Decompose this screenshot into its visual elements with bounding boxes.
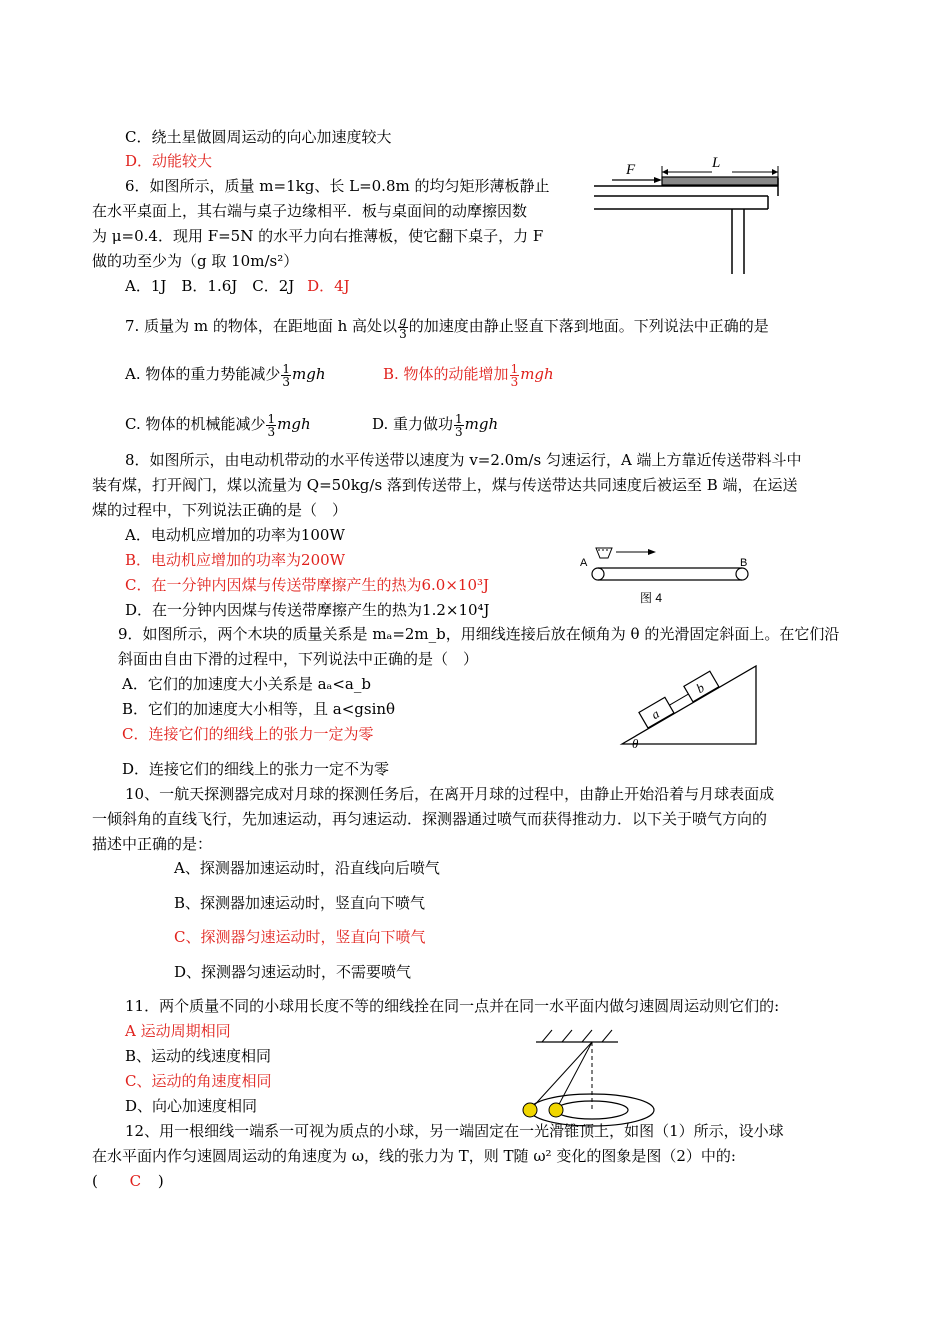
q8-option-c-answer: C．在一分钟内因煤与传送带摩擦产生的热为6.0×10³J [125, 576, 490, 594]
q7-b-num: 1 [510, 361, 519, 376]
q7-stem [125, 306, 769, 346]
q11-option-d: D、向心加速度相同 [125, 1097, 258, 1115]
q6-answer-d: D．4J [307, 277, 350, 295]
q9-line-2: 斜面由自由下滑的过程中，下列说法中正确的是（ ） [118, 650, 479, 668]
q8-fig-end-a: A [580, 557, 588, 569]
q12-answer: C [129, 1172, 142, 1190]
q11-option-b: B、运动的线速度相同 [125, 1047, 272, 1065]
q7-a-num: 1 [282, 361, 291, 376]
q7-option-d-text: D. 重力做功 [372, 415, 454, 433]
q10-option-b: B、探测器加速运动时，竖直向下喷气 [174, 894, 426, 912]
q8-fig-end-b: B [740, 557, 748, 569]
q9-option-a: A．它们的加速度大小关系是 aₐ<a_b [122, 675, 371, 693]
q10-option-d: D、探测器匀速运动时，不需要喷气 [174, 963, 412, 981]
q12-paren-close: ) [157, 1172, 164, 1190]
q7-option-c-text: C. 物体的机械能减少 [125, 415, 266, 433]
q8-option-a: A．电动机应增加的功率为100W [125, 526, 345, 544]
q7-option-c [125, 404, 311, 444]
q11-line-1: 11．两个质量不同的小球用长度不等的细线拴在同一点并在同一水平面内做匀速圆周运动则它们的: [125, 997, 780, 1015]
q7-option-b-answer [383, 354, 554, 394]
q7-c-num: 1 [267, 411, 276, 426]
q8-option-d: D．在一分钟内因煤与传送带摩擦产生的热为1.2×10⁴J [125, 601, 490, 619]
q10-option-c-answer: C、探测器匀速运动时，竖直向下喷气 [174, 928, 426, 946]
q8-line-1: 8．如图所示，由电动机带动的水平传送带以速度为 v=2.0m/s 匀速运行，A 端上方靠近传送带料斗中 [125, 451, 802, 469]
q7-stem-part-1: 7. 质量为 m 的物体，在距地面 h 高处以 [125, 317, 398, 335]
q7-d-mgh: mgh [464, 415, 499, 433]
q11-option-c-answer: C、运动的角速度相同 [125, 1072, 272, 1090]
q6-fig-length-label: L [712, 155, 721, 171]
q10-line-2: 一倾斜角的直线飞行，先加速运动，再匀速运动．探测器通过喷气而获得推动力．以下关于喷气方向的 [92, 810, 768, 828]
q9-option-b: B．它们的加速度大小相等，且 a<gsinθ [122, 700, 396, 718]
q9-fig-block-a: a [648, 705, 662, 723]
q7-b-den: 3 [510, 374, 519, 389]
q8-line-2: 装有煤，打开阀门，煤以流量为 Q=50kg/s 落到传送带上，煤与传送带达共同速度后被运至 B 端，在运送 [92, 476, 798, 494]
q7-c-mgh: mgh [277, 415, 311, 433]
q9-option-c-answer: C．连接它们的细线上的张力一定为零 [122, 725, 374, 743]
q7-a-mgh: mgh [292, 365, 326, 383]
q7-c-den: 3 [267, 424, 276, 439]
q11-option-a-answer: A 运动周期相同 [125, 1022, 231, 1040]
q10-line-1: 10、一航天探测器完成对月球的探测任务后，在离开月球的过程中，由静止开始沿着与月球表面成 [125, 785, 775, 803]
q9-fig-angle: θ [632, 736, 639, 751]
q7-d-num: 1 [455, 411, 463, 426]
q7-stem-part-2: 的加速度由静止竖直下落到地面。下列说法中正确的是 [408, 317, 769, 335]
q7-frac-3: 3 [399, 326, 407, 341]
q5-option-c: C．绕土星做圆周运动的向心加速度较大 [125, 128, 392, 146]
q12-line-1: 12、用一根细线一端系一可视为质点的小球，另一端固定在一光滑锥顶上，如图（1）所示，设小球 [125, 1122, 784, 1140]
q8-figure [578, 544, 756, 608]
q8-option-b-answer: B．电动机应增加的功率为200W [125, 551, 346, 569]
q6-line-3: 为 μ=0.4．现用 F=5N 的水平力向右推薄板，使它翻下桌子，力 F [92, 227, 544, 245]
q6-line-2: 在水平桌面上，其右端与桌子边缘相平．板与桌面间的动摩擦因数 [92, 202, 528, 220]
q11-figure [518, 1024, 658, 1128]
q9-line-1: 9．如图所示，两个木块的质量关系是 mₐ=2m_b，用细线连接后放在倾角为 θ 的光滑固定斜面上。在它们沿 [118, 625, 840, 643]
q5-option-d-answer: D．动能较大 [125, 152, 213, 170]
q12-paren-open: ( [92, 1172, 113, 1190]
q7-option-b-text: B. 物体的动能增加 [383, 365, 509, 383]
q6-figure [592, 152, 784, 278]
q6-options [125, 276, 350, 296]
q7-d-den: 3 [455, 424, 463, 439]
q6-fig-force-label: F [626, 162, 636, 178]
q6-line-4: 做的功至少为（g 取 10m/s²） [92, 252, 299, 270]
q6-line-1: 6．如图所示，质量 m=1kg、长 L=0.8m 的均匀矩形薄板静止 [125, 177, 550, 195]
q9-option-d: D．连接它们的细线上的张力一定不为零 [122, 760, 390, 778]
q8-line-3: 煤的过程中，下列说法正确的是（ ） [92, 501, 348, 519]
q10-line-3: 描述中正确的是： [92, 835, 213, 853]
q8-fig-caption: 图 4 [640, 591, 663, 605]
q9-figure [618, 662, 760, 752]
q10-option-a: A、探测器加速运动时，沿直线向后喷气 [174, 859, 440, 877]
q7-a-den: 3 [282, 374, 291, 389]
q7-option-a [125, 354, 326, 394]
q7-option-d [372, 404, 498, 444]
q7-b-mgh: mgh [520, 365, 554, 383]
q6-options-abc: A．1J B．1.6J C．2J [125, 277, 295, 295]
q7-option-a-text: A. 物体的重力势能减少 [125, 365, 281, 383]
q7-frac-g: g [399, 313, 407, 328]
q12-line-3 [92, 1171, 164, 1191]
q12-line-2: 在水平面内作匀速圆周运动的角速度为 ω，线的张力为 T，则 T随 ω² 变化的图象是图（2）中的: [92, 1147, 736, 1165]
q9-fig-block-b: b [693, 679, 707, 696]
